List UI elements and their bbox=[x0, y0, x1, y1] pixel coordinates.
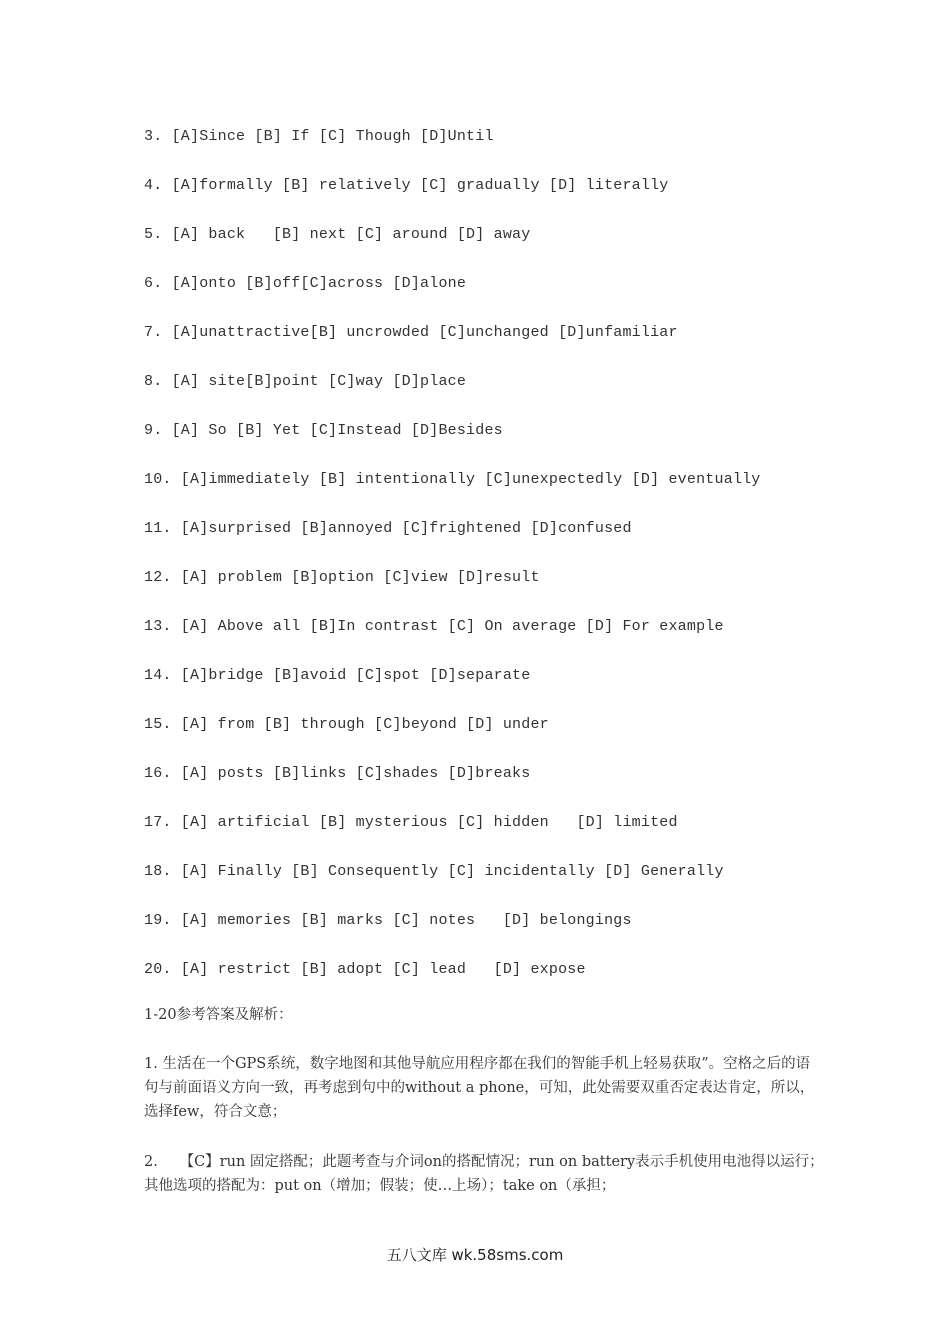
question-item: 5. [A] back [B] next [C] around [D] away bbox=[144, 226, 531, 243]
question-item: 7. [A]unattractive[B] uncrowded [C]unchanged [D]unfamiliar bbox=[144, 324, 678, 341]
question-item: 8. [A] site[B]point [C]way [D]place bbox=[144, 373, 467, 390]
question-item: 15. [A] from [B] through [C]beyond [D] under bbox=[144, 716, 549, 733]
question-item: 19. [A] memories [B] marks [C] notes [D] belongings bbox=[144, 912, 632, 929]
question-item: 12. [A] problem [B]option [C]view [D]result bbox=[144, 569, 540, 586]
question-item: 11. [A]surprised [B]annoyed [C]frightened [D]confused bbox=[144, 520, 632, 537]
answers-heading: 1-20参考答案及解析： bbox=[144, 1007, 293, 1023]
question-item: 13. [A] Above all [B]In contrast [C] On average [D] For example bbox=[144, 618, 724, 635]
question-item: 6. [A]onto [B]off[C]across [D]alone bbox=[144, 275, 467, 292]
question-item: 10. [A]immediately [B] intentionally [C]unexpectedly [D] eventually bbox=[144, 471, 761, 488]
answer-explanation-1: 1. 生活在一个GPS系统，数字地图和其他导航应用程序都在我们的智能手机上轻易获取”。空格之后的语句与前面语义方向一致，再考虑到句中的without a phone，可知，此处需要双重否定表达肯定，所以，选择few，符合文意； bbox=[144, 1056, 815, 1120]
question-item: 4. [A]formally [B] relatively [C] gradually [D] literally bbox=[144, 177, 669, 194]
question-item: 17. [A] artificial [B] mysterious [C] hidden [D] limited bbox=[144, 814, 678, 831]
question-item: 3. [A]Since [B] If [C] Though [D]Until bbox=[144, 128, 494, 145]
question-item: 18. [A] Finally [B] Consequently [C] incidentally [D] Generally bbox=[144, 863, 724, 880]
question-item: 20. [A] restrict [B] adopt [C] lead [D] expose bbox=[144, 961, 586, 978]
answer-explanation-2: 2. 【C】run 固定搭配；此题考查与介词on的搭配情况；run on battery表示手机使用电池得以运行；其他选项的搭配为：put on（增加；假装；使…上场）；take on（承担； bbox=[144, 1154, 824, 1194]
question-item: 9. [A] So [B] Yet [C]Instead [D]Besides bbox=[144, 422, 503, 439]
question-item: 16. [A] posts [B]links [C]shades [D]breaks bbox=[144, 765, 531, 782]
question-item: 14. [A]bridge [B]avoid [C]spot [D]separate bbox=[144, 667, 531, 684]
footer-watermark: 五八文库 wk.58sms.com bbox=[386, 1246, 564, 1264]
question-options-list bbox=[144, 124, 824, 1006]
